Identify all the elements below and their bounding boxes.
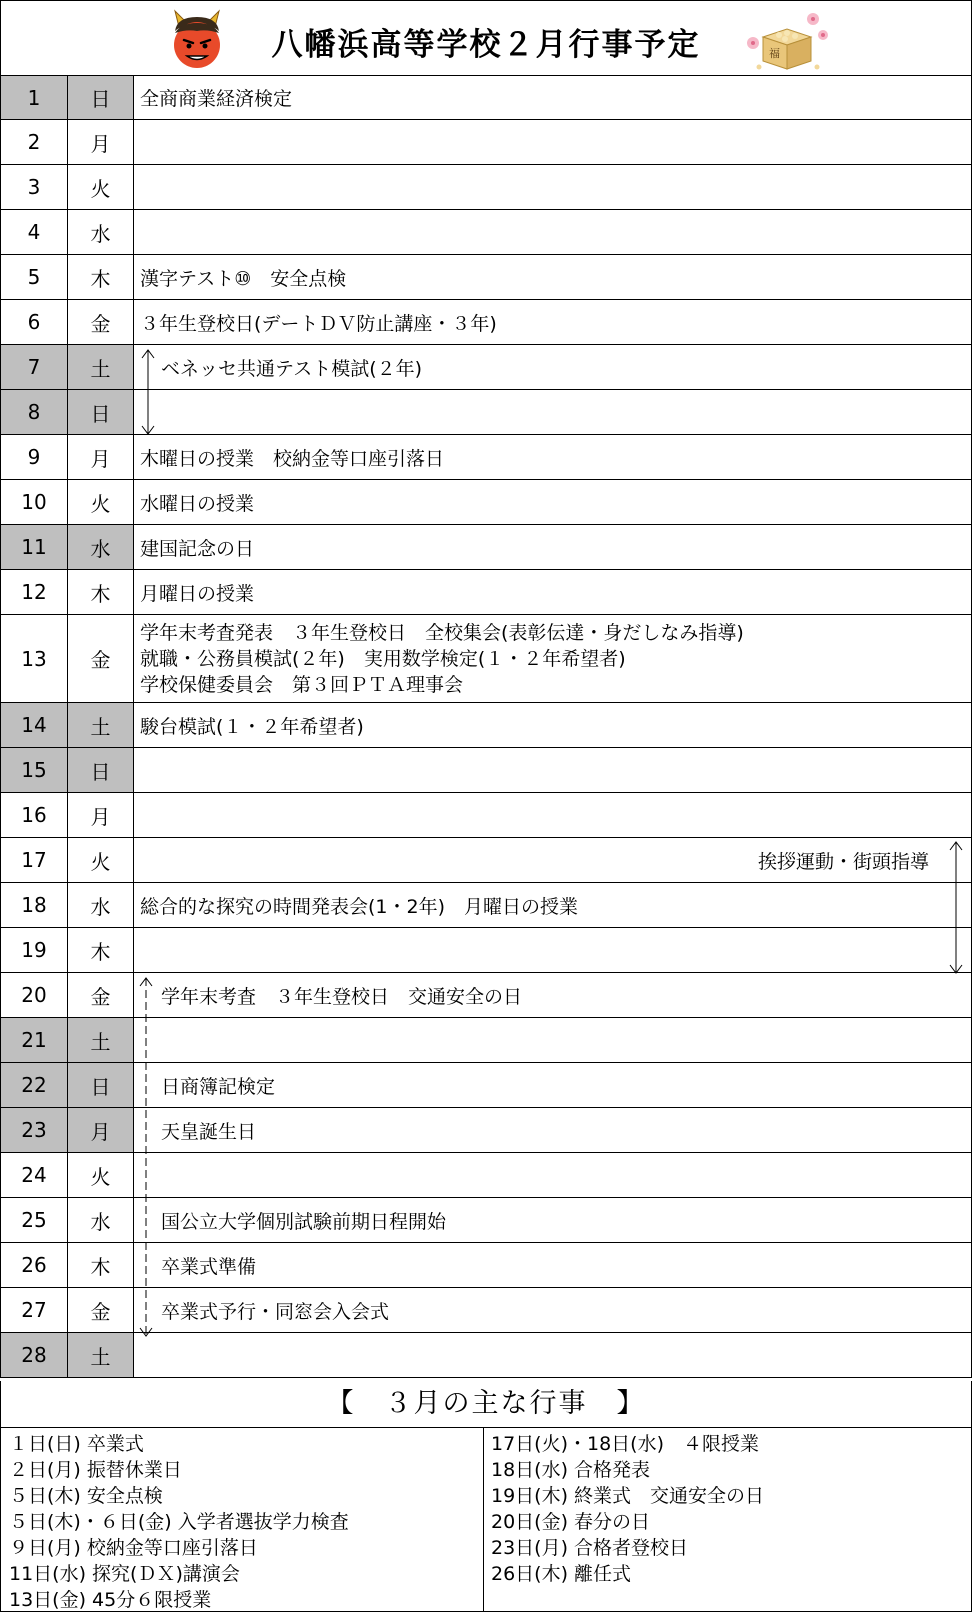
weekday: 金 — [68, 615, 134, 702]
weekday: 日 — [68, 748, 134, 792]
march-event-line: １日(日) 卒業式 — [9, 1433, 144, 1455]
schedule-row — [0, 480, 972, 525]
event-line: 全商商業経済検定 — [140, 88, 293, 110]
events-cell — [134, 570, 972, 614]
march-event-line: ５日(木)・６日(金) 入学者選抜学力検査 — [9, 1511, 349, 1533]
schedule-row — [0, 345, 972, 390]
march-event-line: 23日(月) 合格者登校日 — [491, 1537, 689, 1559]
schedule-row — [0, 570, 972, 615]
weekday: 月 — [68, 1108, 134, 1152]
schedule-row — [0, 1333, 972, 1378]
day-number: 25 — [0, 1198, 68, 1242]
event-line: 月曜日の授業 — [140, 582, 255, 605]
march-event-line: 18日(水) 合格発表 — [491, 1459, 651, 1481]
day-number: 22 — [0, 1063, 68, 1107]
events-cell — [134, 838, 972, 882]
weekday: 火 — [68, 165, 134, 209]
event-text-right: 挨拶運動・街頭指導 — [757, 850, 929, 873]
schedule-row — [0, 1288, 972, 1333]
events-cell — [134, 390, 972, 434]
weekday: 火 — [68, 1153, 134, 1197]
events-cell — [134, 748, 972, 792]
weekday: 土 — [68, 345, 134, 389]
day-number: 27 — [0, 1288, 68, 1332]
event-line: 卒業式準備 — [161, 1255, 257, 1278]
day-number: 17 — [0, 838, 68, 882]
weekday: 火 — [68, 480, 134, 524]
schedule-row — [0, 1018, 972, 1063]
weekday: 日 — [68, 76, 134, 119]
day-number: 6 — [0, 300, 68, 344]
event-line: 就職・公務員模試(２年) 実用数学検定(１・２年希望者) — [140, 647, 626, 670]
event-text — [140, 883, 578, 927]
events-cell — [134, 525, 972, 569]
day-number: 28 — [0, 1333, 68, 1377]
weekday: 水 — [68, 1198, 134, 1242]
schedule-row — [0, 255, 972, 300]
day-number: 4 — [0, 210, 68, 254]
march-event-line: ９日(月) 校納金等口座引落日 — [9, 1537, 258, 1559]
day-number: 15 — [0, 748, 68, 792]
schedule-row — [0, 75, 972, 120]
day-number: 2 — [0, 120, 68, 164]
day-number: 26 — [0, 1243, 68, 1287]
event-text — [161, 1108, 256, 1152]
event-line: 天皇誕生日 — [161, 1120, 257, 1143]
event-line: 卒業式予行・同窓会入会式 — [161, 1300, 390, 1323]
march-events-title: 【 ３月の主な行事 】 — [0, 1381, 972, 1427]
march-event-line: 11日(水) 探究(ＤＸ)講演会 — [9, 1563, 240, 1585]
events-cell — [134, 883, 972, 927]
weekday: 月 — [68, 435, 134, 479]
event-text — [161, 1198, 446, 1242]
schedule-row — [0, 1153, 972, 1198]
event-line: 学年末考査発表 ３年生登校日 全校集会(表彰伝達・身だしなみ指導) — [140, 621, 744, 644]
events-cell — [134, 76, 972, 119]
event-text — [140, 703, 364, 747]
event-line: 学年末考査 ３年生登校日 交通安全の日 — [161, 985, 523, 1008]
weekday: 月 — [68, 120, 134, 164]
schedule-row — [0, 838, 972, 883]
event-text — [140, 480, 254, 524]
events-cell — [134, 165, 972, 209]
march-event-line: 26日(木) 離任式 — [491, 1563, 632, 1585]
event-line: 駿台模試(１・２年希望者) — [140, 715, 364, 738]
schedule-row — [0, 300, 972, 345]
schedule-row — [0, 120, 972, 165]
schedule-row — [0, 748, 972, 793]
event-line: 建国記念の日 — [140, 537, 255, 560]
page-title: 八幡浜高等学校２月行事予定 — [271, 27, 701, 63]
day-number: 16 — [0, 793, 68, 837]
day-number: 11 — [0, 525, 68, 569]
weekday: 土 — [68, 703, 134, 747]
weekday: 金 — [68, 973, 134, 1017]
day-number: 12 — [0, 570, 68, 614]
events-cell — [134, 1063, 972, 1107]
march-event-line: ２日(月) 振替休業日 — [9, 1459, 182, 1481]
event-line: 漢字テスト⑩ 安全点検 — [140, 267, 347, 290]
schedule-row — [0, 390, 972, 435]
event-text — [161, 973, 522, 1017]
events-cell — [134, 1153, 972, 1197]
events-cell — [134, 300, 972, 344]
day-number: 19 — [0, 928, 68, 972]
events-cell — [134, 210, 972, 254]
schedule-row — [0, 973, 972, 1018]
march-events-right — [491, 1431, 961, 1587]
event-text — [161, 345, 422, 389]
day-number: 20 — [0, 973, 68, 1017]
day-number: 13 — [0, 615, 68, 702]
weekday: 日 — [68, 390, 134, 434]
weekday: 水 — [68, 525, 134, 569]
day-number: 24 — [0, 1153, 68, 1197]
events-cell — [134, 1243, 972, 1287]
day-number: 10 — [0, 480, 68, 524]
weekday: 木 — [68, 928, 134, 972]
event-text — [161, 1243, 256, 1287]
events-cell — [134, 1018, 972, 1062]
day-number: 3 — [0, 165, 68, 209]
event-text — [140, 300, 497, 344]
event-line: 木曜日の授業 校納金等口座引落日 — [140, 447, 445, 470]
schedule-row — [0, 928, 972, 973]
fukumasu-beans-icon — [739, 9, 839, 73]
day-number: 14 — [0, 703, 68, 747]
schedule-row — [0, 1108, 972, 1153]
day-number: 9 — [0, 435, 68, 479]
march-event-line: 13日(金) 45分６限授業 — [9, 1589, 212, 1611]
march-events-box — [0, 1427, 972, 1612]
events-cell — [134, 703, 972, 747]
schedule-row — [0, 615, 972, 703]
event-text — [161, 1288, 389, 1332]
day-number: 7 — [0, 345, 68, 389]
events-cell — [134, 480, 972, 524]
events-cell — [134, 255, 972, 299]
march-event-line: 17日(火)・18日(水) ４限授業 — [491, 1433, 760, 1455]
day-number: 1 — [0, 76, 68, 119]
day-number: 5 — [0, 255, 68, 299]
february-schedule-table — [0, 75, 972, 1378]
event-text — [140, 615, 744, 702]
march-events-left — [9, 1431, 479, 1613]
events-cell — [134, 120, 972, 164]
march-event-line: 19日(木) 終業式 交通安全の日 — [491, 1485, 765, 1507]
event-text — [140, 76, 292, 119]
event-line: 国公立大学個別試験前期日程開始 — [161, 1210, 447, 1233]
event-line: 総合的な探究の時間発表会(1・2年) 月曜日の授業 — [140, 895, 579, 918]
schedule-row — [0, 525, 972, 570]
weekday: 金 — [68, 1288, 134, 1332]
march-divider — [483, 1428, 484, 1611]
weekday: 日 — [68, 1063, 134, 1107]
day-number: 18 — [0, 883, 68, 927]
event-text — [140, 570, 254, 614]
event-text — [140, 255, 346, 299]
event-line: ベネッセ共通テスト模試(２年) — [161, 357, 423, 380]
weekday: 火 — [68, 838, 134, 882]
svg-text:福: 福 — [769, 47, 780, 60]
weekday: 水 — [68, 210, 134, 254]
day-number: 21 — [0, 1018, 68, 1062]
event-line: ３年生登校日(デートＤＶ防止講座・３年) — [140, 312, 497, 335]
event-text — [140, 525, 254, 569]
schedule-row — [0, 165, 972, 210]
schedule-row — [0, 1198, 972, 1243]
weekday: 木 — [68, 570, 134, 614]
events-cell — [134, 1288, 972, 1332]
events-cell — [134, 973, 972, 1017]
schedule-row — [0, 703, 972, 748]
day-number: 23 — [0, 1108, 68, 1152]
schedule-row — [0, 1063, 972, 1108]
day-number: 8 — [0, 390, 68, 434]
event-line: 日商簿記検定 — [161, 1075, 276, 1098]
events-cell — [134, 435, 972, 479]
march-event-line: 20日(金) 春分の日 — [491, 1511, 651, 1533]
weekday: 水 — [68, 883, 134, 927]
event-text — [140, 435, 444, 479]
weekday: 木 — [68, 255, 134, 299]
events-cell — [134, 345, 972, 389]
weekday: 木 — [68, 1243, 134, 1287]
schedule-row — [0, 210, 972, 255]
page-header — [0, 0, 972, 75]
weekday: 金 — [68, 300, 134, 344]
events-cell — [134, 793, 972, 837]
schedule-row — [0, 883, 972, 928]
events-cell — [134, 1198, 972, 1242]
event-line: 水曜日の授業 — [140, 492, 255, 515]
schedule-row — [0, 435, 972, 480]
events-cell — [134, 615, 972, 702]
weekday: 土 — [68, 1333, 134, 1377]
event-line: 学校保健委員会 第３回ＰＴＡ理事会 — [140, 673, 464, 696]
march-event-line: ５日(木) 安全点検 — [9, 1485, 163, 1507]
schedule-row — [0, 793, 972, 838]
schedule-row — [0, 1243, 972, 1288]
events-cell — [134, 928, 972, 972]
event-text — [161, 1063, 275, 1107]
events-cell — [134, 1108, 972, 1152]
weekday: 土 — [68, 1018, 134, 1062]
weekday: 月 — [68, 793, 134, 837]
events-cell — [134, 1333, 972, 1377]
